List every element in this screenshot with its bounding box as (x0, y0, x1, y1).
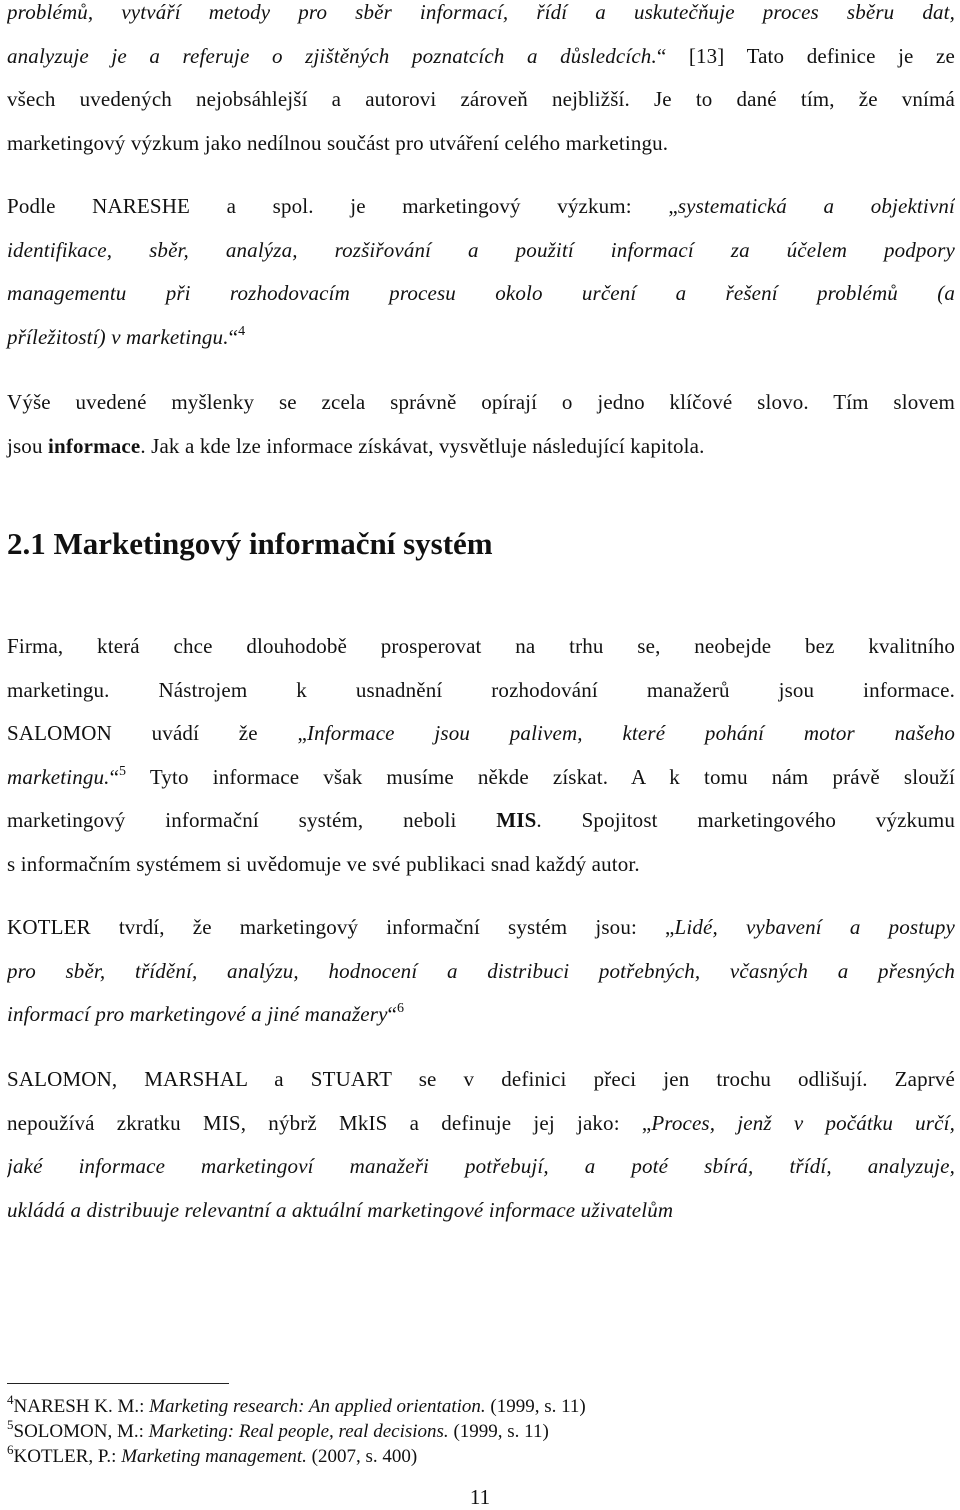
paragraph-salomon-definition (7, 1058, 955, 1232)
text-run: Lidé, vybavení a postupy (674, 915, 955, 939)
footnote-num: 4 (7, 1392, 14, 1407)
text-run: SALOMON, MARSHAL a STUART se v definici přeci jen trochu odlišují. Zaprvé (7, 1067, 955, 1091)
text-run: managementu při rozhodovacím procesu okolo určení a řešení problémů (a (7, 281, 955, 306)
text-run: . Spojitost marketingového výzkumu (536, 808, 955, 833)
text-line (7, 756, 955, 800)
text-run: s informačním systémem si uvědomuje ve své publikaci snad každý autor. (7, 851, 640, 876)
text-run: marketingový výzkum jako nedílnou součást pro utváření celého marketingu. (7, 130, 669, 155)
paragraph-kotler-definition (7, 906, 955, 1037)
text-run: Proces, jenž v počátku určí, (651, 1110, 955, 1135)
paragraph-1 (7, 0, 955, 165)
text-line (7, 316, 955, 360)
footnote-rest: (2007, s. 400) (306, 1446, 418, 1467)
paragraph-naresh-definition (7, 185, 955, 359)
footnote-ref: 6 (397, 1001, 405, 1017)
text-run: problémů, vytváří metody pro sběr informací, řídí a uskutečňuje proces sběru dat, (7, 0, 955, 24)
footnotes (7, 1394, 907, 1469)
footnote-ref: 4 (238, 323, 246, 339)
text-line (7, 229, 955, 273)
footnote-rest: (1999, s. 11) (448, 1421, 549, 1442)
footnote-title: Marketing: Real people, real decisions. (148, 1421, 449, 1442)
text-line (7, 0, 955, 35)
text-run: KOTLER tvrdí, že marketingový informační systém jsou: „ (7, 915, 675, 939)
text-run: pro sběr, třídění, analýzu, hodnocení a distribuci potřebných, včasných a přesných (7, 958, 955, 983)
text-run: Firma, která chce dlouhodobě prosperovat na trhu se, neobejde bez kvalitního (7, 634, 955, 658)
text-run: ukládá a distribuuje relevantní a aktuální marketingové informace uživatelům (7, 1197, 674, 1222)
text-run: všech uvedených nejobsáhlejší a autorovi zároveň nejbližší. Je to dané tím, že vnímá (7, 87, 955, 112)
text-run: Tyto informace však musíme někde získat. A k tomu nám právě slouží (126, 764, 955, 789)
text-run: systematická a objektivní (677, 194, 955, 218)
text-run: SALOMON uvádí že „ (7, 721, 307, 746)
text-line (7, 35, 955, 79)
text-line (7, 1189, 955, 1233)
text-run: identifikace, sběr, analýza, rozšiřování a použití informací za účelem podpory (7, 237, 955, 262)
footnote-author: KOTLER, P.: (13, 1446, 122, 1467)
text-line (7, 381, 955, 425)
footnote-5 (7, 1419, 907, 1444)
footnote-ref: 5 (119, 763, 127, 779)
text-run: Informace jsou palivem, které pohání motor našeho (306, 721, 955, 746)
text-line (7, 272, 955, 316)
footnote-separator (7, 1383, 229, 1384)
paragraph-keyword-information (7, 381, 955, 468)
text-line (7, 712, 955, 756)
footnote-4 (7, 1394, 907, 1419)
text-run: marketingu. (7, 764, 110, 789)
text-line (7, 425, 955, 469)
text-line (7, 906, 955, 950)
text-run: MIS (496, 808, 537, 833)
text-line (7, 993, 955, 1037)
footnote-num: 5 (7, 1417, 14, 1432)
text-run: informací pro marketingové a jiné manažery (7, 1002, 388, 1027)
text-line (7, 843, 955, 887)
text-line (7, 122, 955, 166)
text-run: Podle NARESHE a spol. je marketingový výzkum: „ (7, 194, 678, 218)
text-line (7, 1058, 955, 1102)
text-run: “ (109, 764, 120, 789)
text-run: jsou (7, 433, 49, 458)
text-line (7, 799, 955, 843)
text-run: marketingu. Nástrojem k usnadnění rozhodování manažerů jsou informace. (7, 677, 955, 702)
footnote-rest: (1999, s. 11) (485, 1396, 586, 1417)
footnote-title: Marketing management. (121, 1446, 307, 1467)
text-line (7, 185, 955, 229)
text-line (7, 625, 955, 669)
text-run: . Jak a kde lze informace získávat, vysvětluje následující kapitola. (140, 433, 705, 458)
footnote-6 (7, 1444, 907, 1469)
text-run: jaké informace marketingoví manažeři potřebují, a poté sbírá, třídí, analyzuje, (7, 1154, 955, 1179)
text-run: analyzuje je a referuje o zjištěných poznatcích a důsledcích. (7, 43, 657, 68)
text-run: informace (48, 433, 141, 458)
footnote-num: 6 (7, 1442, 14, 1457)
footnote-author: NARESH K. M.: (13, 1396, 150, 1417)
paragraph-firm-marketing (7, 625, 955, 887)
text-line (7, 78, 955, 122)
footnote-author: SOLOMON, M.: (13, 1421, 149, 1442)
text-run: nepoužívá zkratku MIS, nýbrž MkIS a definuje jej jako: „ (7, 1110, 652, 1135)
text-line (7, 1145, 955, 1189)
text-run: “ (387, 1002, 398, 1027)
text-run: marketingový informační systém, neboli (7, 808, 497, 833)
text-run: Výše uvedené myšlenky se zcela správně opírají o jedno klíčové slovo. Tím slovem (7, 390, 955, 414)
section-heading: 2.1 Marketingový informační systém (7, 526, 493, 561)
footnote-title: Marketing research: An applied orientation. (149, 1396, 486, 1417)
text-run: příležitostí) v marketingu. (7, 324, 229, 349)
text-line (7, 1102, 955, 1146)
text-line (7, 669, 955, 713)
page-number: 11 (469, 1485, 491, 1509)
text-line (7, 950, 955, 994)
text-run: “ (228, 324, 239, 349)
text-run: “ [13] Tato definice je ze (656, 43, 955, 68)
